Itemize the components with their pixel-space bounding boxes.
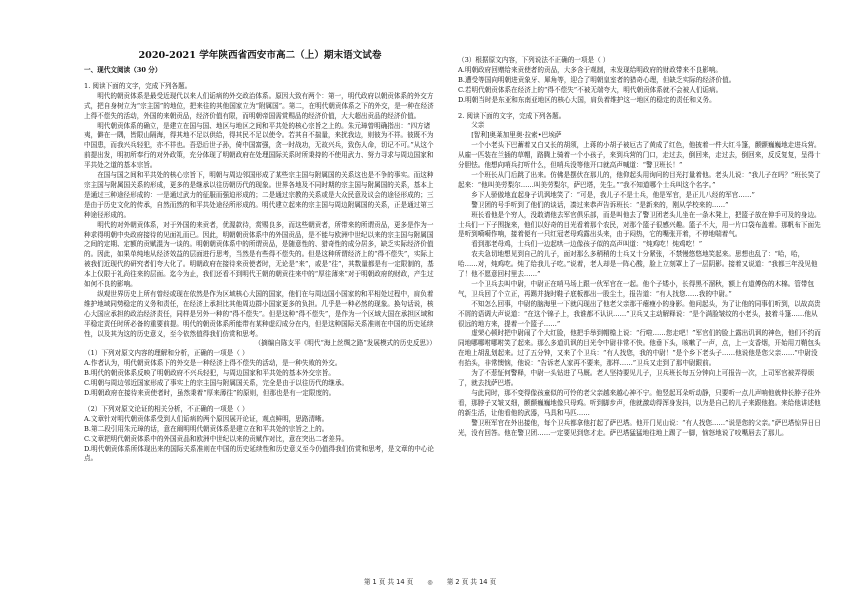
question-2-stem: 2. 阅读下面的文字，完成下列各题。 <box>458 111 566 120</box>
story-paragraph: 班长看他是个穷人，没敢请他去军官俱乐部，而是叫他去了警卫团老头儿坐在一条木凳上，把篮子放在伸手可及的身边。士兵们一下子围拢来，他们以好奇的目光看着那个农民，对那个篮子很感兴趣。篮子不大，用一片口袋布盖着。那帆布下面先是听到嗬嗬作响，接着便有一只红冠老母鸡露出头来，由于闷热，它的嘴张开着，不停地喘着气。 <box>458 210 821 239</box>
page-number-right: 第 2 页 共 14 页 <box>446 578 497 586</box>
answer-option: C.文章把明代朝贡体系中的外国贡品和欧洲中世纪以来的贡赋作对比，意在突出二者差异。 <box>84 434 349 443</box>
passage-paragraph: 明代的对外朝贡体系，对于外国的来贡者，优渥款待，赏赐良多，而这些朝贡者，所带来的所谓贡品，更多是作为一种求得明朝中央政府接待的见面礼而已。因此，明朝朝贡体系中的外国贡品，是不能与欧洲中世纪以来的宗主国与附属国之间的定期、定额的贡赋混为一谈的。明朝朝贡体系中的所谓贡品，是随意性的、猎奇性的成分居多，缺乏实际经济价值的。因此，如果单纯地从经济效益的层面进行思考，当然是有些得不偿失的。但是这种所谓经济上的“得不偿失”，实际上被我们近现代的研究者们夸大化了。明朝政府在接待来贡使者时，无论是“来”，或是“往”，其数量都是有一定限制的，基本上仅限于礼尚往来的层面。迄今为止，我们还看不到明代王朝的朝贡往来中的“厚往薄来”对于明朝政府的财政，产生过如何不良的影响。 <box>84 220 434 289</box>
question-1-1-stem: （1）下列对原文内容的理解和分析，正确的一项是（ ） <box>84 349 249 358</box>
story-paragraph: 农夫急切地想见到自己的儿子，面对那么多稍稍的士兵又十分紧张，不禁慢悠悠地笑起来。思想也乱了：“哈，哈，哈……对，炖鸡吃。炖了给我儿子吃。”说着，老人却是一阵心酸，脸上立刻罩上了一层阴影。接着又说道：“我都三年没见他了！他不愿意回村里去……” <box>458 250 818 279</box>
passage-paragraph: 纵观世界历史上所有曾经或现在依然是作为区域核心大国的国家，他们在与周边国小国家的和平相处过程中，肩负着维护地域同势稳定的义务和责任，在经济上承担比其他周边群小国家更多的负担。几乎是一种必然的现象。换句话说，核心大国应承担的政治经济责任，同样是另外一种的“得不偿失”。但是这种“得不偿失”，是作为一个区域大国在承担区域和平稳定责任时所必备的重要前提。明代的朝贡体系所能带有某种虚幻成分在内，但是这种国际关系准则在中国的历史延续性，以及其为这的历史意义，至今依然值得我们仿赏和思考。 <box>84 289 434 338</box>
answer-option: A.作者认为，明代朝贡体系下的外交是一种经济上得不偿失的活动，是一种失败的外交。 <box>84 359 342 368</box>
story-paragraph: 为了不惹怔何警释，中尉一头钻进了马厩。老人坚持要见儿子，卫兵班长每五分钟向上可报告一次，上司军官被弄得烦了，就去找萨巴塔。 <box>458 369 815 387</box>
question-1-2-options <box>84 415 436 465</box>
question-1-3-options <box>458 66 824 106</box>
passage-paragraph: 明代朝贡体系的确立，是建立在国与国、地区与地区之间和平共处的核心宗旨之上的。朱元璋曾明确指出：“四方诸夷，僻在一隅，皆限山隔海，得其地不足以供给，得其民不足以使令。若其自不揣量，来扰我边，则彼为不祥。彼既不为中国患，而我兴兵轻犯，亦不祥也。吾恐后世子孙，倚中国富强，贪一时战功，无故兴兵，致伤人命，切记不可。”从这个前提出发，明初所奉行的对外政策，充分体现了明朝政府在处理国际关系时所秉持的不使用武力、努力寻求与周边国家和平共处之道的基本宗旨。 <box>84 121 434 170</box>
story-paragraph: 一个卫兵去叫中尉，中尉正在哨马场上跟一伙军官在一起。他个子矮小，长得黑不溜秋，额上有道傅伤的木棉。管带包气，卫兵回了个立正，再踢并拢时鞋子底板都出一股尘土，报告道：“有人找您……我的中尉。” <box>458 279 815 298</box>
right-column <box>458 56 824 438</box>
page-title: 2020-2021 学年陕西省西安市高二（上）期末语文试卷 <box>138 50 382 61</box>
story-paragraph: 乡下人骄傲地直起身子讥讽地笑了：“可是，我儿子不是士兵，他是军官，是正儿八经的军官……” <box>471 190 755 199</box>
story-title: 父亲 <box>471 121 485 130</box>
answer-option: B.明代的朝贡体系反映了明朝政府不兴兵轻犯，与周边国家和平共处的基本外交宗旨。 <box>84 369 335 378</box>
answer-option: D.明朝当时是东亚和东南亚地区的核心大国，肩负着维护这一地区的稳定的责任和义务。 <box>458 95 716 104</box>
passage <box>84 92 436 340</box>
answer-option: C.若明代朝贡体系在经济上的“得不偿失”不被无端夸大，明代朝贡体系就不会被人们诟病。 <box>458 85 723 94</box>
answer-option: C.明朝与周边邻近国家形成了事实上的宗主国与附属国关系，完全是由于以往历代的继承。 <box>84 379 349 388</box>
passage-source: （摘编自陈支平《明代“海上丝绸之路”发展模式的历史反思》） <box>254 339 436 348</box>
story-paragraph: 虚荣心顿时把中尉闹了个大红脸，他把手举到帽檐上说：“行啦……您走吧！”军官们的脸上露出讥讽的神色，他们不约而同地哪哪咐哪咐笑了起来。那么多道讥讽的目光令中尉非常不快。他垂下头，咳嗽了一声，点，上一支香烟，开始用刀鞘包头在地上胡乱划起来。过了五分钟，又来了个卫兵：“有人找您，我的中尉！”是个乡下老头子……他说他是您父亲……”中尉没有抬头，非常懊恼，他说：“告诉老人家再不要来，那样……”卫兵又走到了那中尉跟前。 <box>458 329 821 368</box>
answer-option: B.遭受等国向明朝进贡象牙、犀角等，迎合了明朝皇室者的猎奇心理，但缺乏实际的经济价值。 <box>458 75 736 84</box>
story-paragraph: 一个小老头下巴蓄着又白又长的胡须，上蒋的小胡子被厄古了黄成了红色，他披着一件大红斗篷，颤颤巍巍地走进兵营。从雇一匹装在兰插的草帽，路腾上骑着一个小孩子，来到兵营的门口，走过去，倒回来，走过去，倒回来，反反复复，呈得十分胆怯。他想向哨兵打听什么，但哨兵没等他开口就高声喊道：“警卫班长！” <box>458 141 821 170</box>
story-paragraph: 警卫团的号手听到了他们的谈话，凑过来恭声告诉班长：“是新来的，刚从学校来的……” <box>471 200 729 209</box>
answer-option: D.明代朝贡体系所体现出来的国际关系准则在中国的历史延续性和历史意义至今仍值得我们仿赏和思考，是文章的中心论点。 <box>84 444 435 463</box>
story-paragraph: 警卫班军官在外出接他，每个卫兵都拿他打起了萨巴塔。他开门见山说：“有人找您……”说是您的父亲。”萨巴塔惊异日日光，没有回答。他在警卫团……一定要见到您才走。萨巴塔猛猛地往地上踢了一脚，恼怒地说了咬嘴唇去了那儿。 <box>458 418 821 437</box>
story-paragraph: 一个班长从门后跳了出来。仿佛是摆伏在那儿的，他仰起头用询问的目光打量着他。老头儿说：“我儿子在吗？”班长笑了起来：“他叫美劳梨尔……叫美劳梨尔，萨巴塔，先生。”“我不知道哪个士兵叫这个名字。” <box>458 170 821 189</box>
story-passage <box>458 141 824 438</box>
question-1-3-stem: （3）根据原文内容，下列说法不正确的一项是（ ） <box>458 56 610 64</box>
story-paragraph: 不知怎么回事，中尉的脑海里一下就闪现出了他老父亲那干瘪瘦小的身影。他问起头，为了让他的同事们听到，以故高贵不屑的语调大声说道：“在这个锦子上，我谁都不认识……”卫兵又主动解释说：“是个满脸皱纹的小老头，披着斗篷……他从很远的地方来，提着一个篮子……” <box>458 299 821 328</box>
story-paragraph: 与此同时，那不变得像孩童似的可怜的老父亲越来越心神不宁。他竖起耳朵听动静，只要听一点儿声响他就伸长脖子往外看，那脖子又皱又细，颤颤巍巍地像只母鸡。听到脚步声，他就激动得浑身发抖，以为是自己的儿子来跟他抱。来给他讲述他的新生活，让他看他的武器，马具和马匹…… <box>458 388 821 417</box>
left-column <box>84 66 436 464</box>
question-stem: 1. 阅读下面的文字，完成下列各题。 <box>84 81 192 90</box>
section-heading: 一、现代文阅读（30 分） <box>84 66 162 74</box>
page-number-left: 第 1 页 共 14 页 <box>363 578 414 586</box>
binding-circle-icon: ◎ <box>427 579 433 586</box>
passage-paragraph: 明代的朝贡体系是最受近现代以来人们诟病的外交政治体系。原因大致有两个：第一，明代政府以朝贡体系的外交方式，把自身树立为“宗主国”的地位，把来往的其他国家立为“附属国”。第二，在明代朝贡体系之下的外交，是一种在经济上得不偿失的活动，外国的来朝贡品，经济价值有限，而明朝帝国需赏赐品的经济价值，大大超出贡品的经济价值。 <box>84 91 434 120</box>
passage-paragraph: 在国与国之间和平共处的核心宗旨下，明朝与周边邻国形成了某些宗主国与附属国的关系这也是不争的事实。而这种宗主国与附属国关系的形成，更多的是继承以往历朝历代的现象。世界各地及不同时期的宗主国与附属国的关系，基本上是通过三种途径形成的：一是通过武力的征服而强迫形成的；二是通过宗教的关系或是大众民意及议会的途径形成的；三是由于历史文化的传承，自然而然的和平共处途径所形成的。明代建立起来的宗主国与周边附属国的关系，正是通过第三种途径形成的。 <box>84 171 434 219</box>
answer-option: D.明朝政府在接待来贡使者时，虽然秉着“厚来薄往”的原则，但那也是有一定限度的。 <box>84 389 336 397</box>
page-footer <box>0 578 860 587</box>
answer-option: A.文章针对明代朝贡体系受到人们诟病的两个原因展开论证，观点鲜明，思路清晰。 <box>84 414 329 423</box>
answer-option: B.第二段引用朱元璋的话，意在阐明明代朝贡体系是建立在和平共处的宗旨之上的。 <box>84 424 329 433</box>
question-1-2-stem: （2）下列对原文论证的相关分析，不正确的一项是（ ） <box>84 404 249 413</box>
story-paragraph: 看到那老母鸡，士兵们一边起哄一边像孩子似的高声叫道：“炖鸡吃！炖鸡吃！” <box>471 240 703 249</box>
story-author: [智利]奥莱加里奥·拉索•巴埃萨 <box>471 131 562 140</box>
question-1-1-options <box>84 359 436 399</box>
answer-option: A.明朝政府回赠给来贡使者的贡品，大多含于观制，未发现给明政府的财政带来不良影响。 <box>458 65 723 74</box>
